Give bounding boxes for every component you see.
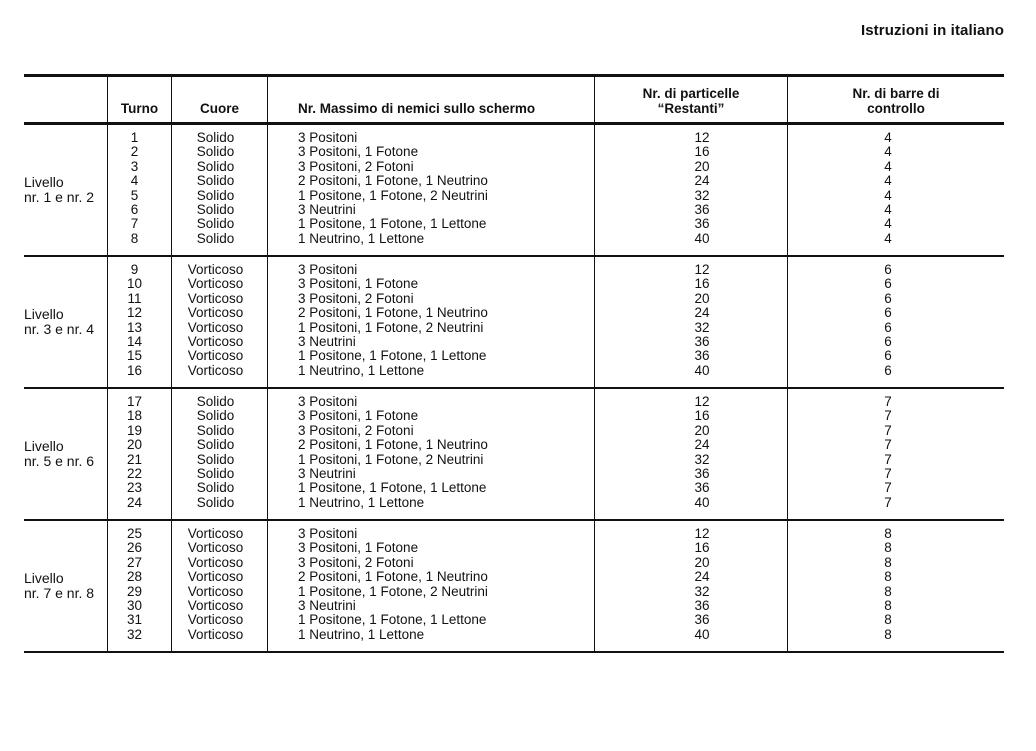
- enemies-cell: 1 Neutrino, 1 Lettone: [298, 626, 425, 642]
- enemies-cell: 1 Positoni, 1 Fotone, 2 Neutrini: [298, 319, 484, 335]
- turn-cell: 30: [126, 597, 143, 613]
- header-bars-line2: controllo: [867, 100, 925, 116]
- level-label-line: nr. 5 e nr. 6: [24, 453, 95, 469]
- heart-cell: Solido: [196, 158, 235, 174]
- level-label-line: Livello: [24, 174, 64, 190]
- level-label-line: Livello: [24, 306, 64, 322]
- turn-cell: 23: [126, 480, 143, 496]
- heart-cell: Vorticoso: [187, 348, 244, 364]
- particles-column: [595, 389, 788, 519]
- level-cell: [24, 389, 108, 519]
- particles-cell: 12: [694, 526, 710, 541]
- bars-cell: 7: [884, 451, 892, 467]
- particles-cell: 36: [694, 216, 710, 232]
- turn-cell: 31: [126, 612, 143, 628]
- turn-cell: 28: [126, 569, 143, 585]
- bars-column: [788, 389, 1004, 519]
- enemies-cell: 1 Neutrino, 1 Lettone: [298, 230, 425, 246]
- particles-cell: 24: [694, 305, 710, 321]
- level-cell: [24, 257, 108, 387]
- header-particles: [595, 77, 788, 122]
- heart-cell: Vorticoso: [187, 612, 244, 628]
- particles-cell: 24: [694, 569, 710, 585]
- particles-cell: 20: [694, 290, 710, 306]
- particles-cell: 36: [694, 597, 710, 613]
- enemies-cell: 1 Positone, 1 Fotone, 1 Lettone: [298, 216, 487, 232]
- heart-cell: Vorticoso: [187, 554, 244, 570]
- heart-cell: Solido: [196, 216, 235, 232]
- turn-cell: 1: [130, 130, 139, 145]
- bars-cell: 7: [884, 494, 892, 510]
- heart-cell: Vorticoso: [187, 290, 244, 306]
- particles-cell: 16: [694, 408, 710, 424]
- heart-cell: Solido: [196, 422, 235, 438]
- enemies-cell: 2 Positoni, 1 Fotone, 1 Neutrino: [298, 569, 488, 585]
- enemies-cell: 1 Positone, 1 Fotone, 1 Lettone: [298, 480, 487, 496]
- heart-cell: Solido: [196, 173, 235, 189]
- level-group-row: [24, 257, 1004, 387]
- turn-cell: 19: [126, 422, 143, 438]
- particles-cell: 40: [694, 626, 710, 642]
- level-label: [24, 439, 94, 469]
- enemies-cell: 3 Positoni, 1 Fotone: [298, 540, 419, 556]
- bars-cell: 8: [884, 554, 892, 570]
- levels-table: [24, 74, 1004, 653]
- bars-cell: 6: [884, 290, 892, 306]
- table-bottom-rule: [24, 651, 1004, 653]
- enemies-cell: 1 Positoni, 1 Fotone, 2 Neutrini: [298, 451, 484, 467]
- heart-cell: Solido: [196, 437, 235, 453]
- bars-column: [788, 521, 1004, 651]
- particles-cell: 24: [694, 173, 710, 189]
- level-label: [24, 175, 94, 205]
- header-enemies: Nr. Massimo di nemici sullo schermo: [268, 77, 595, 122]
- particles-cell: 32: [694, 187, 710, 203]
- bars-cell: 7: [884, 422, 892, 438]
- heart-cell: Vorticoso: [187, 540, 244, 556]
- turn-cell: 16: [126, 362, 143, 378]
- particles-cell: 36: [694, 201, 710, 217]
- turn-cell: 22: [126, 465, 143, 481]
- heart-cell: Vorticoso: [187, 626, 244, 642]
- bars-cell: 6: [884, 262, 892, 277]
- particles-cell: 40: [694, 230, 710, 246]
- turn-cell: 14: [126, 333, 143, 349]
- particles-cell: 16: [694, 540, 710, 556]
- heart-cell: Vorticoso: [187, 569, 244, 585]
- heart-cell: Vorticoso: [187, 362, 244, 378]
- turn-cell: 17: [126, 394, 143, 409]
- turn-cell: 29: [126, 583, 143, 599]
- bars-cell: 8: [884, 540, 892, 556]
- enemies-cell: 3 Positoni, 1 Fotone: [298, 408, 419, 424]
- enemies-cell: 3 Positoni: [298, 262, 358, 277]
- table-body: [24, 125, 1004, 653]
- heart-cell: Solido: [196, 201, 235, 217]
- enemies-cell: 3 Neutrini: [298, 465, 356, 481]
- turn-cell: 12: [126, 305, 143, 321]
- heart-cell: Vorticoso: [187, 319, 244, 335]
- enemies-cell: 3 Neutrini: [298, 597, 356, 613]
- enemies-cell: 3 Neutrini: [298, 201, 356, 217]
- turn-cell: 2: [130, 144, 139, 160]
- level-label-line: Livello: [24, 438, 64, 454]
- particles-cell: 16: [694, 144, 710, 160]
- enemies-cell: 2 Positoni, 1 Fotone, 1 Neutrino: [298, 173, 488, 189]
- enemies-cell: 1 Positone, 1 Fotone, 2 Neutrini: [298, 583, 488, 599]
- bars-cell: 4: [884, 158, 892, 174]
- enemies-column: [268, 125, 595, 255]
- bars-cell: 4: [884, 216, 892, 232]
- heart-cell: Vorticoso: [187, 583, 244, 599]
- heart-cell: Solido: [196, 230, 235, 246]
- bars-column: [788, 257, 1004, 387]
- enemies-cell: 3 Positoni: [298, 526, 358, 541]
- particles-cell: 12: [694, 130, 710, 145]
- turn-column: [108, 257, 172, 387]
- heart-cell: Vorticoso: [187, 276, 244, 292]
- bars-cell: 8: [884, 569, 892, 585]
- turn-cell: 24: [126, 494, 143, 510]
- turn-cell: 27: [126, 554, 143, 570]
- bars-cell: 6: [884, 276, 892, 292]
- particles-cell: 36: [694, 465, 710, 481]
- enemies-cell: 3 Positoni: [298, 394, 358, 409]
- heart-cell: Solido: [196, 494, 235, 510]
- enemies-column: [268, 389, 595, 519]
- enemies-cell: 1 Positone, 1 Fotone, 1 Lettone: [298, 348, 487, 364]
- level-label-line: nr. 7 e nr. 8: [24, 585, 95, 601]
- turn-cell: 21: [126, 451, 143, 467]
- turn-cell: 32: [126, 626, 143, 642]
- turn-cell: 3: [130, 158, 139, 174]
- turn-cell: 15: [126, 348, 143, 364]
- enemies-cell: 3 Positoni, 1 Fotone: [298, 276, 419, 292]
- turn-cell: 4: [130, 173, 139, 189]
- level-group-row: [24, 389, 1004, 519]
- heart-cell: Vorticoso: [187, 526, 244, 541]
- page-title: Istruzioni in italiano: [860, 22, 1004, 39]
- bars-cell: 4: [884, 201, 892, 217]
- bars-cell: 6: [884, 333, 892, 349]
- bars-cell: 8: [884, 583, 892, 599]
- bars-column: [788, 125, 1004, 255]
- enemies-cell: 1 Neutrino, 1 Lettone: [298, 362, 425, 378]
- particles-cell: 32: [694, 451, 710, 467]
- particles-cell: 36: [694, 480, 710, 496]
- bars-cell: 7: [884, 394, 892, 409]
- bars-cell: 4: [884, 187, 892, 203]
- turn-cell: 9: [130, 262, 139, 277]
- enemies-column: [268, 521, 595, 651]
- heart-cell: Solido: [196, 408, 235, 424]
- turn-cell: 20: [126, 437, 143, 453]
- heart-cell: Vorticoso: [187, 305, 244, 321]
- bars-cell: 4: [884, 130, 892, 145]
- table-header-row: [24, 77, 1004, 122]
- particles-column: [595, 125, 788, 255]
- enemies-cell: 2 Positoni, 1 Fotone, 1 Neutrino: [298, 437, 488, 453]
- heart-cell: Solido: [196, 144, 235, 160]
- heart-cell: Vorticoso: [187, 597, 244, 613]
- bars-cell: 7: [884, 480, 892, 496]
- bars-cell: 7: [884, 437, 892, 453]
- heart-column: [172, 389, 268, 519]
- heart-cell: Solido: [196, 480, 235, 496]
- turn-cell: 11: [127, 290, 142, 306]
- bars-cell: 8: [884, 612, 892, 628]
- turn-column: [108, 389, 172, 519]
- bars-cell: 4: [884, 173, 892, 189]
- turn-column: [108, 521, 172, 651]
- particles-cell: 32: [694, 319, 710, 335]
- enemies-cell: 1 Positone, 1 Fotone, 2 Neutrini: [298, 187, 488, 203]
- particles-cell: 20: [694, 422, 710, 438]
- enemies-cell: 3 Positoni, 2 Fotoni: [298, 422, 414, 438]
- header-bars: [788, 77, 1004, 122]
- particles-cell: 16: [694, 276, 710, 292]
- bars-cell: 6: [884, 362, 892, 378]
- turn-cell: 7: [130, 216, 139, 232]
- bars-cell: 6: [884, 319, 892, 335]
- turn-column: [108, 125, 172, 255]
- level-group-row: [24, 521, 1004, 651]
- level-cell: [24, 125, 108, 255]
- turn-cell: 13: [126, 319, 143, 335]
- level-label-line: nr. 3 e nr. 4: [24, 321, 95, 337]
- particles-cell: 20: [694, 158, 710, 174]
- level-label: [24, 307, 94, 337]
- bars-cell: 6: [884, 348, 892, 364]
- bars-cell: 8: [884, 526, 892, 541]
- bars-cell: 8: [884, 597, 892, 613]
- particles-cell: 36: [694, 348, 710, 364]
- bars-cell: 6: [884, 305, 892, 321]
- heart-cell: Solido: [196, 130, 235, 145]
- enemies-column: [268, 257, 595, 387]
- enemies-cell: 3 Positoni, 2 Fotoni: [298, 158, 414, 174]
- heart-cell: Vorticoso: [187, 262, 244, 277]
- bars-cell: 4: [884, 144, 892, 160]
- level-cell: [24, 521, 108, 651]
- level-label: [24, 571, 94, 601]
- enemies-cell: 3 Positoni, 2 Fotoni: [298, 554, 414, 570]
- heart-cell: Solido: [196, 465, 235, 481]
- particles-cell: 40: [694, 494, 710, 510]
- heart-cell: Vorticoso: [187, 333, 244, 349]
- turn-cell: 5: [130, 187, 139, 203]
- enemies-cell: 3 Positoni, 1 Fotone: [298, 144, 419, 160]
- level-label-line: Livello: [24, 570, 64, 586]
- particles-column: [595, 257, 788, 387]
- particles-cell: 20: [694, 554, 710, 570]
- heart-cell: Solido: [196, 451, 235, 467]
- header-turn: Turno: [108, 77, 172, 122]
- heart-column: [172, 125, 268, 255]
- turn-cell: 10: [126, 276, 143, 292]
- bars-cell: 8: [884, 626, 892, 642]
- header-heart: Cuore: [172, 77, 268, 122]
- heart-cell: Solido: [196, 187, 235, 203]
- enemies-cell: 3 Positoni, 2 Fotoni: [298, 290, 414, 306]
- header-particles-line2: “Restanti”: [657, 100, 725, 116]
- particles-cell: 36: [694, 333, 710, 349]
- bars-cell: 4: [884, 230, 892, 246]
- particles-cell: 32: [694, 583, 710, 599]
- turn-cell: 8: [130, 230, 139, 246]
- heart-cell: Solido: [196, 394, 235, 409]
- bars-cell: 7: [884, 465, 892, 481]
- enemies-cell: 2 Positoni, 1 Fotone, 1 Neutrino: [298, 305, 488, 321]
- bars-cell: 7: [884, 408, 892, 424]
- particles-cell: 40: [694, 362, 710, 378]
- heart-column: [172, 257, 268, 387]
- particles-column: [595, 521, 788, 651]
- level-label-line: nr. 1 e nr. 2: [24, 189, 95, 205]
- particles-cell: 12: [694, 262, 710, 277]
- particles-cell: 12: [694, 394, 710, 409]
- header-particles-line1: Nr. di particelle: [642, 85, 740, 101]
- particles-cell: 36: [694, 612, 710, 628]
- header-bars-line1: Nr. di barre di: [852, 85, 940, 101]
- enemies-cell: 3 Positoni: [298, 130, 358, 145]
- turn-cell: 18: [126, 408, 143, 424]
- header-level: [24, 77, 108, 122]
- enemies-cell: 1 Positone, 1 Fotone, 1 Lettone: [298, 612, 487, 628]
- level-group-row: [24, 125, 1004, 255]
- enemies-cell: 3 Neutrini: [298, 333, 356, 349]
- turn-cell: 25: [126, 526, 143, 541]
- enemies-cell: 1 Neutrino, 1 Lettone: [298, 494, 425, 510]
- heart-column: [172, 521, 268, 651]
- particles-cell: 24: [694, 437, 710, 453]
- turn-cell: 26: [126, 540, 143, 556]
- turn-cell: 6: [130, 201, 139, 217]
